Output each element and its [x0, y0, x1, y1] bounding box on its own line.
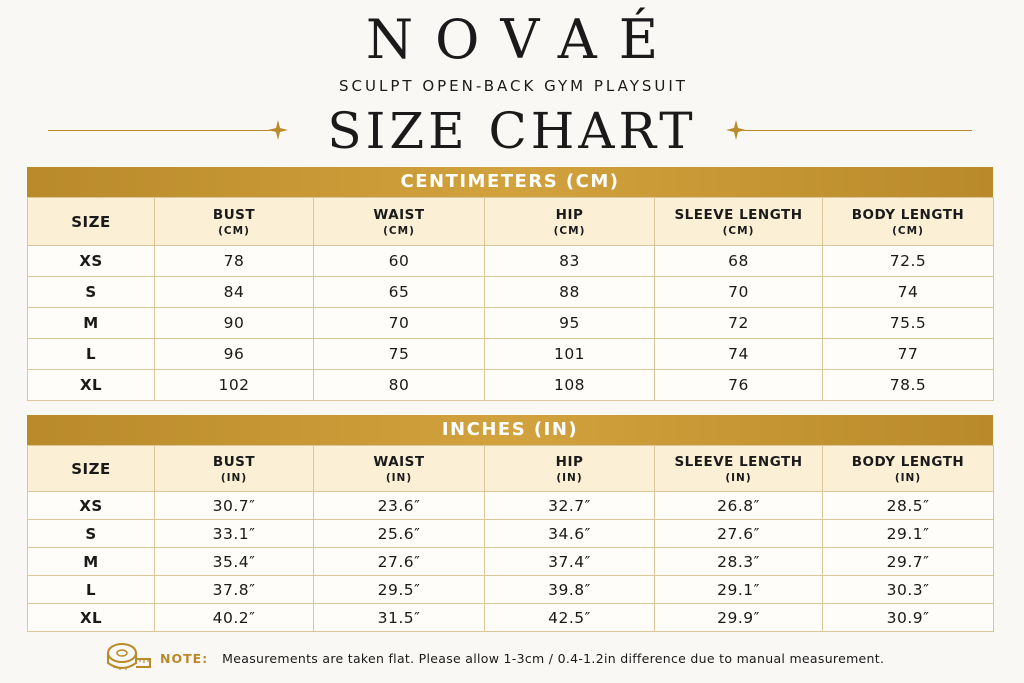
column-unit: (CM) — [722, 224, 755, 237]
size-column-header: SIZE — [28, 446, 155, 492]
measurement-cell: 26.8″ — [655, 492, 823, 520]
measurement-cell: 32.7″ — [485, 492, 655, 520]
cm-size-table — [27, 167, 993, 401]
column-unit: (IN) — [385, 471, 413, 484]
measurement-cell: 27.6″ — [314, 548, 485, 576]
column-header — [485, 198, 655, 246]
column-header — [823, 198, 994, 246]
table-row — [28, 246, 994, 277]
measurement-cell: 95 — [485, 308, 655, 339]
measurement-cell: 31.5″ — [314, 604, 485, 632]
measurement-cell: 30.3″ — [823, 576, 994, 604]
table-row — [28, 492, 994, 520]
measurement-cell: 29.1″ — [823, 520, 994, 548]
measurement-cell: 30.7″ — [155, 492, 314, 520]
measurement-cell: 96 — [155, 339, 314, 370]
size-cell: S — [28, 277, 155, 308]
measurement-cell: 29.9″ — [655, 604, 823, 632]
column-unit: (IN) — [894, 471, 922, 484]
in-table-grid — [27, 445, 994, 632]
table-row — [28, 339, 994, 370]
column-unit: (IN) — [220, 471, 248, 484]
measurement-cell: 30.9″ — [823, 604, 994, 632]
size-cell: XL — [28, 604, 155, 632]
column-unit: (CM) — [383, 224, 415, 237]
column-header — [314, 446, 485, 492]
size-cell: XS — [28, 246, 155, 277]
size-cell: M — [28, 548, 155, 576]
measurement-cell: 37.8″ — [155, 576, 314, 604]
measurement-cell: 27.6″ — [655, 520, 823, 548]
brand-logo: NOVAÉ — [365, 8, 681, 71]
column-unit: (CM) — [553, 224, 586, 237]
measurement-cell: 70 — [655, 277, 823, 308]
column-header — [823, 446, 994, 492]
right-divider — [742, 130, 972, 131]
measurement-cell: 68 — [655, 246, 823, 277]
column-header-label: BUST — [212, 206, 256, 223]
table-row — [28, 370, 994, 401]
measurement-cell: 88 — [485, 277, 655, 308]
measurement-cell: 23.6″ — [314, 492, 485, 520]
table-row — [28, 308, 994, 339]
measurement-cell: 40.2″ — [155, 604, 314, 632]
measurement-cell: 72 — [655, 308, 823, 339]
table-row — [28, 277, 994, 308]
column-header-label: HIP — [555, 453, 584, 470]
in-size-table — [27, 415, 993, 632]
measurement-cell: 28.3″ — [655, 548, 823, 576]
column-header-label: BODY LENGTH — [851, 206, 965, 223]
size-cell: S — [28, 520, 155, 548]
measurement-cell: 37.4″ — [485, 548, 655, 576]
table-row — [28, 548, 994, 576]
size-cell: L — [28, 339, 155, 370]
measurement-cell: 78 — [155, 246, 314, 277]
measurement-cell: 42.5″ — [485, 604, 655, 632]
measurement-cell: 34.6″ — [485, 520, 655, 548]
column-header — [485, 446, 655, 492]
measurement-cell: 108 — [485, 370, 655, 401]
column-header-label: WAIST — [373, 206, 425, 223]
size-cell: XL — [28, 370, 155, 401]
size-column-header: SIZE — [28, 198, 155, 246]
column-header — [655, 446, 823, 492]
column-header-label: HIP — [555, 206, 584, 223]
table-header-row — [28, 198, 994, 246]
measurement-cell: 29.1″ — [655, 576, 823, 604]
measurement-cell: 29.7″ — [823, 548, 994, 576]
column-header-label: BODY LENGTH — [851, 453, 965, 470]
in-table-heading: INCHES (IN) — [27, 415, 993, 445]
measurement-cell: 77 — [823, 339, 994, 370]
measurement-cell: 28.5″ — [823, 492, 994, 520]
measurement-cell: 74 — [655, 339, 823, 370]
measurement-cell: 78.5 — [823, 370, 994, 401]
column-unit: (IN) — [725, 471, 752, 484]
measurement-cell: 39.8″ — [485, 576, 655, 604]
measurement-cell: 83 — [485, 246, 655, 277]
column-header — [155, 446, 314, 492]
cm-table-grid — [27, 197, 994, 401]
column-header-label: BUST — [212, 453, 256, 470]
cm-table-heading: CENTIMETERS (CM) — [27, 167, 993, 197]
measurement-cell: 80 — [314, 370, 485, 401]
column-header — [155, 198, 314, 246]
measurement-cell: 65 — [314, 277, 485, 308]
measurement-cell: 60 — [314, 246, 485, 277]
column-header — [655, 198, 823, 246]
measurement-cell: 101 — [485, 339, 655, 370]
measurement-cell: 25.6″ — [314, 520, 485, 548]
note-label: NOTE: — [160, 650, 209, 666]
column-header — [314, 198, 485, 246]
size-cell: XS — [28, 492, 155, 520]
table-header-row — [28, 446, 994, 492]
table-row — [28, 520, 994, 548]
measurement-cell: 90 — [155, 308, 314, 339]
measurement-note — [106, 638, 986, 678]
column-unit: (CM) — [892, 224, 924, 237]
page-title: SIZE CHART — [327, 102, 697, 160]
column-header-label: WAIST — [373, 453, 425, 470]
size-cell: M — [28, 308, 155, 339]
note-text: Measurements are taken flat. Please allow 1-3cm / 0.4-1.2in difference due to manual measurement. — [222, 650, 885, 666]
measurement-cell: 75 — [314, 339, 485, 370]
measurement-cell: 72.5 — [823, 246, 994, 277]
measurement-cell: 76 — [655, 370, 823, 401]
column-unit: (CM) — [218, 224, 250, 237]
column-header-label: SLEEVE LENGTH — [674, 453, 803, 470]
measurement-cell: 70 — [314, 308, 485, 339]
column-unit: (IN) — [556, 471, 583, 484]
table-row — [28, 576, 994, 604]
measuring-tape-icon — [106, 641, 152, 675]
measurement-cell: 29.5″ — [314, 576, 485, 604]
measurement-cell: 75.5 — [823, 308, 994, 339]
measurement-cell: 84 — [155, 277, 314, 308]
measurement-cell: 74 — [823, 277, 994, 308]
product-subtitle: SCULPT OPEN-BACK GYM PLAYSUIT — [339, 77, 688, 95]
measurement-cell: 102 — [155, 370, 314, 401]
measurement-cell: 33.1″ — [155, 520, 314, 548]
size-cell: L — [28, 576, 155, 604]
measurement-cell: 35.4″ — [155, 548, 314, 576]
column-header-label: SLEEVE LENGTH — [674, 206, 803, 223]
table-row — [28, 604, 994, 632]
